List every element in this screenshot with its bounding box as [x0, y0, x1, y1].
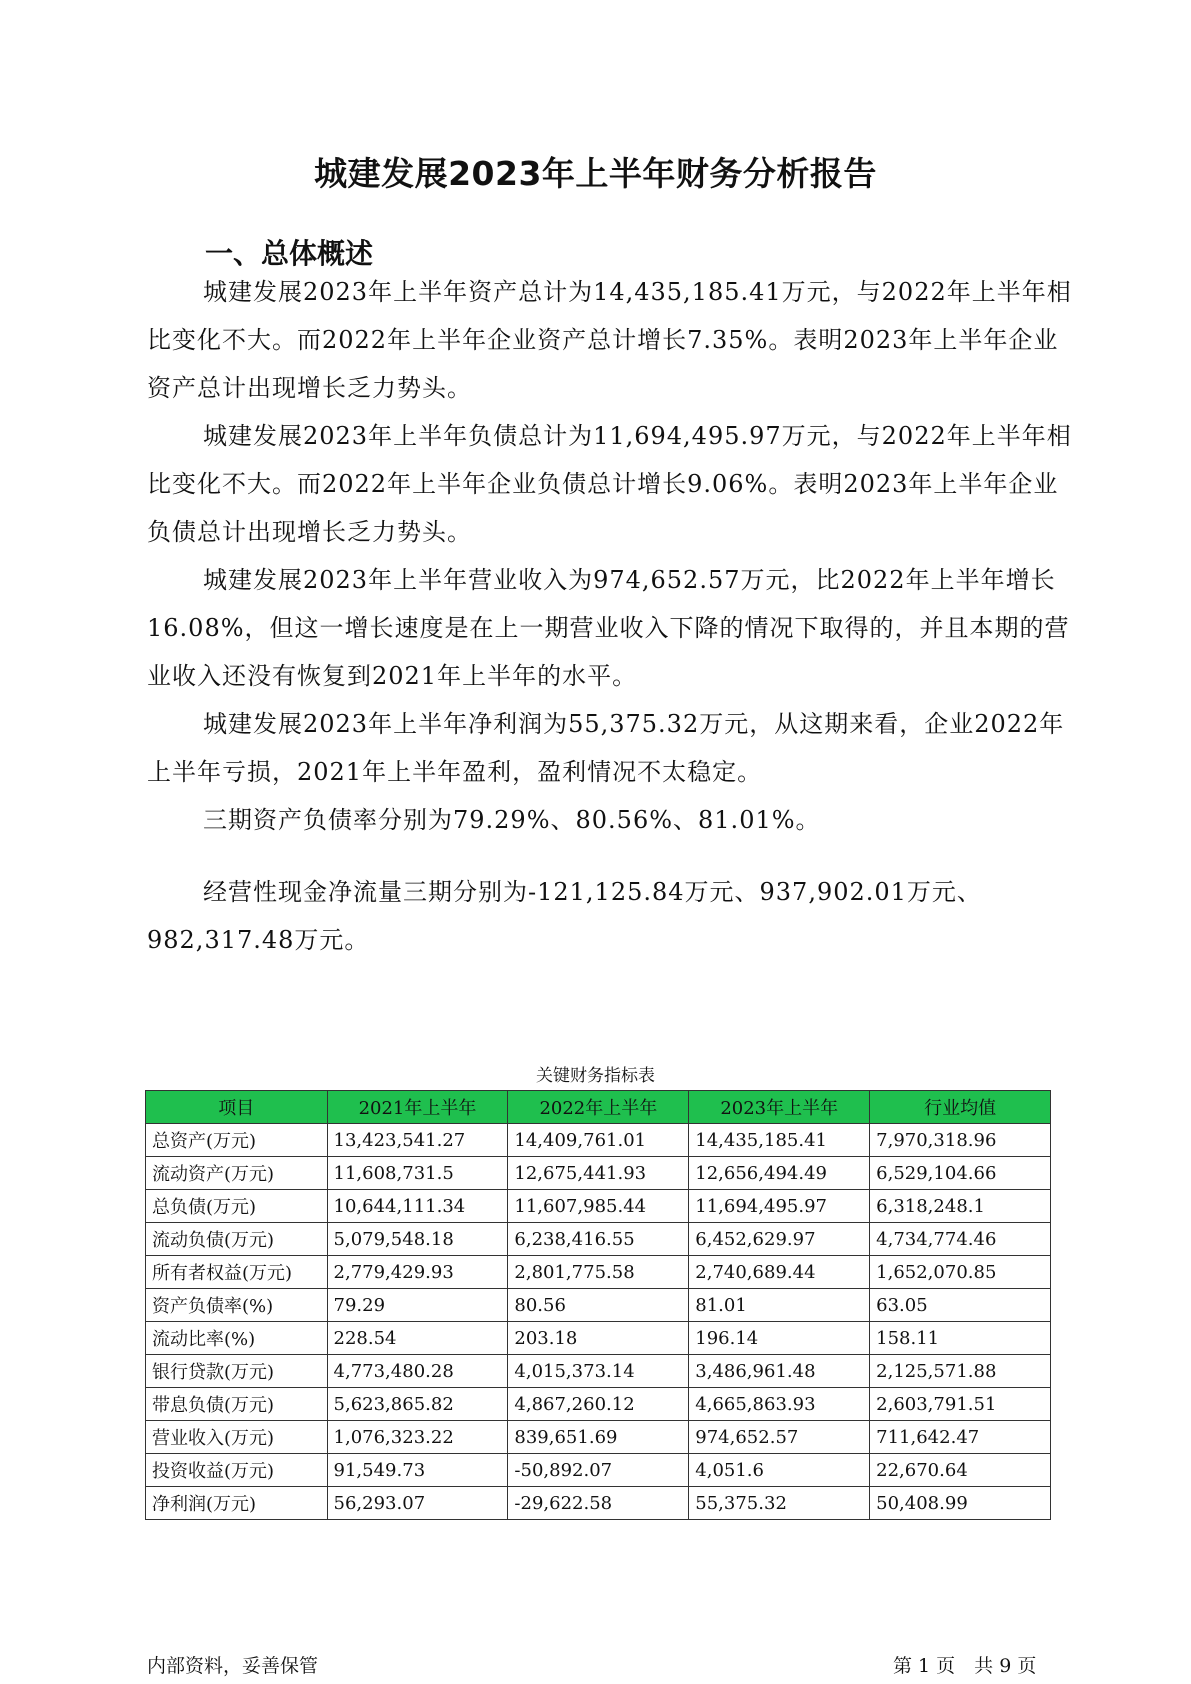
table-row [146, 1124, 1051, 1157]
table-row [146, 1289, 1051, 1322]
cell-value: 158.11 [870, 1322, 1051, 1355]
table-row [146, 1454, 1051, 1487]
row-label: 总资产(万元) [146, 1124, 328, 1157]
section-heading: 一、总体概述 [205, 237, 374, 270]
cell-value: 974,652.57 [689, 1421, 870, 1454]
cell-value: 11,694,495.97 [689, 1190, 870, 1223]
table-row [146, 1421, 1051, 1454]
cell-value: -29,622.58 [508, 1487, 689, 1520]
cell-value: -50,892.07 [508, 1454, 689, 1487]
cell-value: 6,318,248.1 [870, 1190, 1051, 1223]
table-row [146, 1355, 1051, 1388]
cell-value: 11,607,985.44 [508, 1190, 689, 1223]
table-row [146, 1322, 1051, 1355]
cell-value: 50,408.99 [870, 1487, 1051, 1520]
cell-value: 22,670.64 [870, 1454, 1051, 1487]
row-label: 总负债(万元) [146, 1190, 328, 1223]
cell-value: 4,734,774.46 [870, 1223, 1051, 1256]
table-row [146, 1223, 1051, 1256]
table-row [146, 1256, 1051, 1289]
cell-value: 228.54 [327, 1322, 508, 1355]
paragraph-assets: 城建发展2023年上半年资产总计为14,435,185.41万元，与2022年上半年相比变化不大。而2022年上半年企业资产总计增长7.35%。表明2023年上半年企业资产总计出现增长乏力势头。 [147, 278, 1072, 402]
cell-value: 7,970,318.96 [870, 1124, 1051, 1157]
cell-value: 2,603,791.51 [870, 1388, 1051, 1421]
cell-value: 55,375.32 [689, 1487, 870, 1520]
cell-value: 4,773,480.28 [327, 1355, 508, 1388]
cell-value: 11,608,731.5 [327, 1157, 508, 1190]
row-label: 带息负债(万元) [146, 1388, 328, 1421]
cell-value: 203.18 [508, 1322, 689, 1355]
key-financial-table [145, 1090, 1051, 1520]
cell-value: 711,642.47 [870, 1421, 1051, 1454]
cell-value: 2,801,775.58 [508, 1256, 689, 1289]
cell-value: 91,549.73 [327, 1454, 508, 1487]
header-industry-avg: 行业均值 [870, 1091, 1051, 1124]
cell-value: 63.05 [870, 1289, 1051, 1322]
cell-value: 14,409,761.01 [508, 1124, 689, 1157]
paragraph-liabilities: 城建发展2023年上半年负债总计为11,694,495.97万元，与2022年上半年相比变化不大。而2022年上半年企业负债总计增长9.06%。表明2023年上半年企业负债总计出现增长乏力势头。 [147, 422, 1072, 546]
cell-value: 6,529,104.66 [870, 1157, 1051, 1190]
cell-value: 12,656,494.49 [689, 1157, 870, 1190]
row-label: 净利润(万元) [146, 1487, 328, 1520]
cell-value: 13,423,541.27 [327, 1124, 508, 1157]
table-row [146, 1388, 1051, 1421]
cell-value: 4,867,260.12 [508, 1388, 689, 1421]
table-caption: 关键财务指标表 [536, 1066, 655, 1086]
cell-value: 3,486,961.48 [689, 1355, 870, 1388]
cell-value: 79.29 [327, 1289, 508, 1322]
cell-value: 4,015,373.14 [508, 1355, 689, 1388]
cell-value: 6,238,416.55 [508, 1223, 689, 1256]
footer-confidential-note: 内部资料，妥善保管 [147, 1655, 319, 1677]
cell-value: 4,051.6 [689, 1454, 870, 1487]
cell-value: 5,623,865.82 [327, 1388, 508, 1421]
table-row [146, 1487, 1051, 1520]
row-label: 营业收入(万元) [146, 1421, 328, 1454]
paragraph-revenue: 城建发展2023年上半年营业收入为974,652.57万元，比2022年上半年增长16.08%，但这一增长速度是在上一期营业收入下降的情况下取得的，并且本期的营业收入还没有恢复到2021年上半年的水平。 [147, 566, 1070, 690]
cell-value: 10,644,111.34 [327, 1190, 508, 1223]
cell-value: 5,079,548.18 [327, 1223, 508, 1256]
page-title: 城建发展2023年上半年财务分析报告 [314, 154, 877, 193]
header-item: 项目 [146, 1091, 328, 1124]
cell-value: 839,651.69 [508, 1421, 689, 1454]
cell-value: 4,665,863.93 [689, 1388, 870, 1421]
row-label: 投资收益(万元) [146, 1454, 328, 1487]
cell-value: 1,076,323.22 [327, 1421, 508, 1454]
cell-value: 2,740,689.44 [689, 1256, 870, 1289]
row-label: 流动负债(万元) [146, 1223, 328, 1256]
cell-value: 80.56 [508, 1289, 689, 1322]
paragraph-cash-flow: 经营性现金净流量三期分别为-121,125.84万元、937,902.01万元、982,317.48万元。 [147, 878, 982, 954]
cell-value: 6,452,629.97 [689, 1223, 870, 1256]
paragraph-net-profit: 城建发展2023年上半年净利润为55,375.32万元，从这期来看，企业2022年上半年亏损，2021年上半年盈利，盈利情况不太稳定。 [147, 710, 1065, 786]
table-row [146, 1157, 1051, 1190]
table-row [146, 1190, 1051, 1223]
row-label: 银行贷款(万元) [146, 1355, 328, 1388]
paragraph-debt-ratio: 三期资产负债率分别为79.29%、80.56%、81.01%。 [203, 806, 821, 834]
row-label: 所有者权益(万元) [146, 1256, 328, 1289]
cell-value: 2,779,429.93 [327, 1256, 508, 1289]
row-label: 资产负债率(%) [146, 1289, 328, 1322]
footer-page-number: 第 1 页 共 9 页 [893, 1655, 1037, 1677]
cell-value: 56,293.07 [327, 1487, 508, 1520]
header-2023h1: 2023年上半年 [689, 1091, 870, 1124]
table-header-row [146, 1091, 1051, 1124]
row-label: 流动资产(万元) [146, 1157, 328, 1190]
cell-value: 14,435,185.41 [689, 1124, 870, 1157]
cell-value: 12,675,441.93 [508, 1157, 689, 1190]
header-2021h1: 2021年上半年 [327, 1091, 508, 1124]
cell-value: 1,652,070.85 [870, 1256, 1051, 1289]
cell-value: 2,125,571.88 [870, 1355, 1051, 1388]
cell-value: 81.01 [689, 1289, 870, 1322]
row-label: 流动比率(%) [146, 1322, 328, 1355]
header-2022h1: 2022年上半年 [508, 1091, 689, 1124]
cell-value: 196.14 [689, 1322, 870, 1355]
